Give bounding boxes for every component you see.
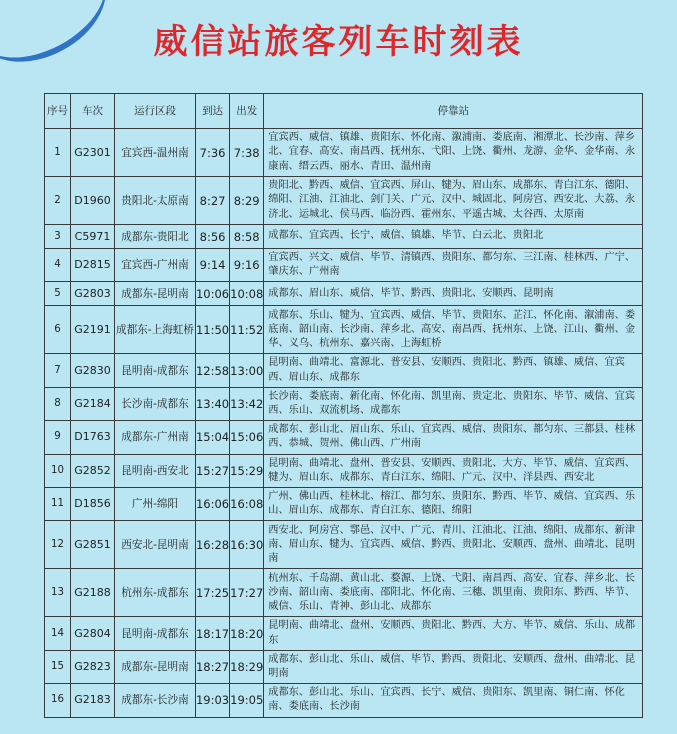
- table-row: [45, 387, 643, 420]
- train-cell: G2823: [71, 650, 115, 683]
- route-cell: 成都东-贵阳北: [115, 225, 196, 249]
- train-cell: D1763: [71, 421, 115, 454]
- table-row: [45, 225, 643, 249]
- table-header-row: [45, 94, 643, 129]
- stations-cell: 成都东、宜宾西、长宁、威信、镇雄、毕节、白云北、贵阳北: [264, 225, 643, 249]
- arrival-cell: 15:04: [195, 421, 229, 454]
- departure-cell: 17:27: [230, 569, 264, 617]
- seq-cell: 13: [45, 569, 71, 617]
- arrival-cell: 19:03: [195, 684, 229, 717]
- train-cell: G2188: [71, 569, 115, 617]
- arrival-cell: 9:14: [195, 249, 229, 282]
- route-cell: 成都东-长沙南: [115, 684, 196, 717]
- train-cell: G2830: [71, 354, 115, 387]
- route-cell: 广州-绵阳: [115, 488, 196, 521]
- table-row: [45, 249, 643, 282]
- seq-cell: 6: [45, 306, 71, 354]
- table-row: [45, 177, 643, 225]
- header-arrival: 到达: [195, 94, 229, 129]
- stations-cell: 昆明南、曲靖北、盘州、普安县、安顺西、贵阳北、大方、毕节、威信、宜宾西、犍为、眉山东、成都东、青白江东、绵阳、广元、汉中、洋县西、西安北: [264, 454, 643, 487]
- stations-cell: 宜宾西、兴文、威信、毕节、清镇西、贵阳东、都匀东、三江南、桂林西、广宁、肇庆东、广州南: [264, 249, 643, 282]
- departure-cell: 15:06: [230, 421, 264, 454]
- table-row: [45, 282, 643, 306]
- arrival-cell: 11:50: [195, 306, 229, 354]
- route-cell: 宜宾西-温州南: [115, 129, 196, 177]
- route-cell: 成都东-上海虹桥: [115, 306, 196, 354]
- departure-cell: 15:29: [230, 454, 264, 487]
- route-cell: 西安北-昆明南: [115, 521, 196, 569]
- departure-cell: 19:05: [230, 684, 264, 717]
- stations-cell: 西安北、阿房宫、鄠邑、汉中、广元、青川、江油北、江油、绵阳、成都东、新津南、眉山东、犍为、宜宾西、威信、黔西、贵阳北、安顺西、盘州、曲靖北、昆明南: [264, 521, 643, 569]
- seq-cell: 8: [45, 387, 71, 420]
- page-title: 威信站旅客列车时刻表: [153, 22, 524, 62]
- departure-cell: 16:30: [230, 521, 264, 569]
- stations-cell: 成都东、彭山北、眉山东、乐山、宜宾西、威信、贵阳东、都匀东、三都县、桂林西、恭城、贺州、佛山西、广州南: [264, 421, 643, 454]
- seq-cell: 15: [45, 650, 71, 683]
- train-cell: G2184: [71, 387, 115, 420]
- arrival-cell: 7:36: [195, 129, 229, 177]
- arrival-cell: 8:27: [195, 177, 229, 225]
- table-row: [45, 354, 643, 387]
- train-cell: G2804: [71, 617, 115, 650]
- stations-cell: 长沙南、娄底南、新化南、怀化南、凯里南、贵定北、贵阳东、毕节、威信、宜宾西、乐山、双流机场、成都东: [264, 387, 643, 420]
- arrival-cell: 18:27: [195, 650, 229, 683]
- route-cell: 昆明南-成都东: [115, 354, 196, 387]
- stations-cell: 成都东、彭山北、乐山、威信、毕节、黔西、贵阳北、安顺西、盘州、曲靖北、昆明南: [264, 650, 643, 683]
- seq-cell: 2: [45, 177, 71, 225]
- route-cell: 杭州东-成都东: [115, 569, 196, 617]
- table-row: [45, 421, 643, 454]
- header-departure: 出发: [230, 94, 264, 129]
- departure-cell: 13:42: [230, 387, 264, 420]
- header-train: 车次: [71, 94, 115, 129]
- arrival-cell: 10:06: [195, 282, 229, 306]
- arrival-cell: 18:17: [195, 617, 229, 650]
- seq-cell: 7: [45, 354, 71, 387]
- arrival-cell: 12:58: [195, 354, 229, 387]
- table-row: [45, 488, 643, 521]
- arrival-cell: 15:27: [195, 454, 229, 487]
- departure-cell: 11:52: [230, 306, 264, 354]
- departure-cell: 18:29: [230, 650, 264, 683]
- train-cell: G2301: [71, 129, 115, 177]
- route-cell: 长沙南-成都东: [115, 387, 196, 420]
- departure-cell: 10:08: [230, 282, 264, 306]
- arrival-cell: 16:06: [195, 488, 229, 521]
- stations-cell: 贵阳北、黔西、威信、宜宾西、屏山、犍为、眉山东、成都东、青白江东、德阳、绵阳、江油、江油北、剑门关、广元、汉中、城固北、阿房宫、西安北、大荔、永济北、运城北、侯马西、临汾西、霍州东、平遥古城、太谷西、太原南: [264, 177, 643, 225]
- seq-cell: 4: [45, 249, 71, 282]
- table-row: [45, 521, 643, 569]
- route-cell: 贵阳北-太原南: [115, 177, 196, 225]
- departure-cell: 9:16: [230, 249, 264, 282]
- departure-cell: 13:00: [230, 354, 264, 387]
- seq-cell: 14: [45, 617, 71, 650]
- table-row: [45, 684, 643, 717]
- route-cell: 昆明南-西安北: [115, 454, 196, 487]
- departure-cell: 7:38: [230, 129, 264, 177]
- table-row: [45, 569, 643, 617]
- train-cell: G2803: [71, 282, 115, 306]
- train-cell: G2191: [71, 306, 115, 354]
- train-cell: G2852: [71, 454, 115, 487]
- seq-cell: 12: [45, 521, 71, 569]
- train-cell: D1856: [71, 488, 115, 521]
- arrival-cell: 8:56: [195, 225, 229, 249]
- stations-cell: 昆明南、曲靖北、富源北、普安县、安顺西、贵阳北、黔西、镇雄、威信、宜宾西、眉山东、成都东: [264, 354, 643, 387]
- departure-cell: 8:58: [230, 225, 264, 249]
- arrival-cell: 13:40: [195, 387, 229, 420]
- stations-cell: 杭州东、千岛湖、黄山北、婺源、上饶、弋阳、南昌西、高安、宜春、萍乡北、长沙南、韶山南、娄底南、邵阳北、怀化南、三穗、凯里南、贵阳东、黔西、毕节、威信、乐山、青神、彭山北、成都东: [264, 569, 643, 617]
- departure-cell: 18:20: [230, 617, 264, 650]
- stations-cell: 成都东、彭山北、乐山、宜宾西、长宁、威信、贵阳东、凯里南、铜仁南、怀化南、娄底南、长沙南: [264, 684, 643, 717]
- train-cell: C5971: [71, 225, 115, 249]
- train-cell: G2851: [71, 521, 115, 569]
- seq-cell: 16: [45, 684, 71, 717]
- stations-cell: 成都东、乐山、犍为、宜宾西、威信、毕节、贵阳东、芷江、怀化南、溆浦南、娄底南、韶山南、长沙南、萍乡北、高安、南昌西、抚州东、上饶、江山、衢州、金华、义乌、杭州东、嘉兴南、上海虹桥: [264, 306, 643, 354]
- seq-cell: 5: [45, 282, 71, 306]
- header-stations: 停靠站: [264, 94, 643, 129]
- seq-cell: 1: [45, 129, 71, 177]
- seq-cell: 10: [45, 454, 71, 487]
- seq-cell: 3: [45, 225, 71, 249]
- train-cell: D2815: [71, 249, 115, 282]
- table-row: [45, 454, 643, 487]
- departure-cell: 16:08: [230, 488, 264, 521]
- departure-cell: 8:29: [230, 177, 264, 225]
- seq-cell: 11: [45, 488, 71, 521]
- route-cell: 宜宾西-广州南: [115, 249, 196, 282]
- route-cell: 成都东-昆明南: [115, 282, 196, 306]
- timetable: [44, 93, 643, 718]
- header-route: 运行区段: [115, 94, 196, 129]
- seq-cell: 9: [45, 421, 71, 454]
- stations-cell: 成都东、眉山东、威信、毕节、黔西、贵阳北、安顺西、昆明南: [264, 282, 643, 306]
- table-row: [45, 306, 643, 354]
- table-row: [45, 650, 643, 683]
- stations-cell: 广州、佛山西、桂林北、榕江、都匀东、贵阳东、黔西、毕节、威信、宜宾西、乐山、眉山东、成都东、青白江东、德阳、绵阳: [264, 488, 643, 521]
- stations-cell: 宜宾西、威信、镇雄、贵阳东、怀化南、溆浦南、娄底南、湘潭北、长沙南、萍乡北、宜春、高安、南昌西、抚州东、弋阳、上饶、衢州、龙游、金华、金华南、永康南、缙云西、丽水、青田、温州南: [264, 129, 643, 177]
- header-seq: 序号: [45, 94, 71, 129]
- stations-cell: 昆明南、曲靖北、盘州、安顺西、贵阳北、黔西、大方、毕节、威信、乐山、成都东: [264, 617, 643, 650]
- table-row: [45, 129, 643, 177]
- table-row: [45, 617, 643, 650]
- arrival-cell: 16:28: [195, 521, 229, 569]
- route-cell: 成都东-昆明南: [115, 650, 196, 683]
- arrival-cell: 17:25: [195, 569, 229, 617]
- route-cell: 昆明南-成都东: [115, 617, 196, 650]
- train-cell: G2183: [71, 684, 115, 717]
- train-cell: D1960: [71, 177, 115, 225]
- route-cell: 成都东-广州南: [115, 421, 196, 454]
